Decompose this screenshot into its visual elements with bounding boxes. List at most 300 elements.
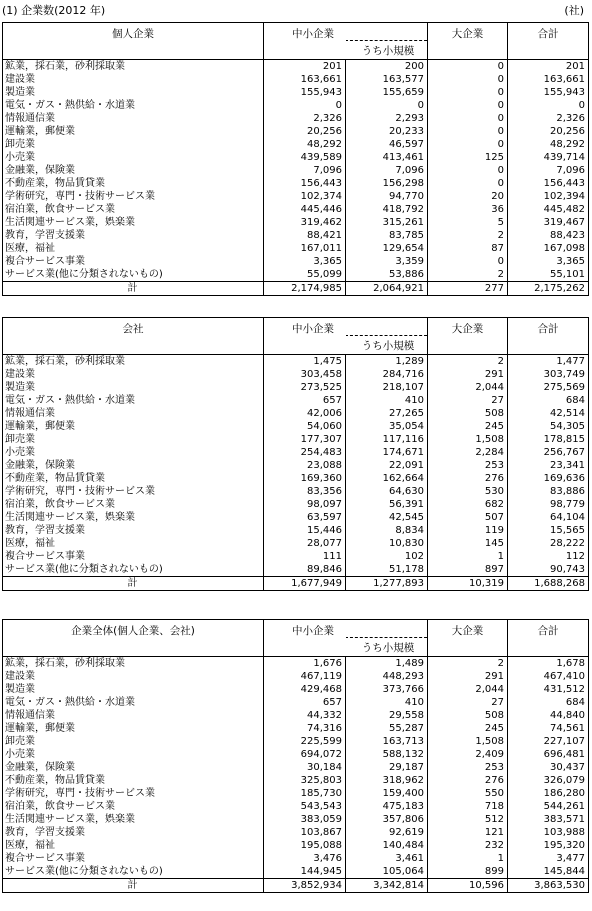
industry-name: 宿泊業，飲食サービス業 [3, 203, 264, 216]
large-count: 682 [428, 498, 508, 511]
sme-count: 195,088 [264, 839, 346, 852]
sme-count: 48,292 [264, 138, 346, 151]
industry-name: 製造業 [3, 683, 264, 696]
small-count: 163,713 [346, 735, 428, 748]
sme-count: 23,088 [264, 459, 346, 472]
sme-count: 103,867 [264, 826, 346, 839]
large-count: 276 [428, 774, 508, 787]
total-value: 10,319 [428, 577, 508, 591]
large-count: 121 [428, 826, 508, 839]
industry-name: 鉱業，採石業，砂利採取業 [3, 60, 264, 74]
small-count: 3,359 [346, 255, 428, 268]
sme-count: 319,462 [264, 216, 346, 229]
industry-name: 宿泊業，飲食サービス業 [3, 498, 264, 511]
total-count: 28,222 [508, 537, 589, 550]
small-header [346, 23, 428, 60]
small-count: 20,233 [346, 125, 428, 138]
table-row [3, 670, 589, 683]
large-count: 27 [428, 696, 508, 709]
total-label: 計 [3, 879, 264, 893]
industry-name: 金融業，保険業 [3, 761, 264, 774]
total-count: 326,079 [508, 774, 589, 787]
total-count: 256,767 [508, 446, 589, 459]
sme-count: 185,730 [264, 787, 346, 800]
sme-count: 83,356 [264, 485, 346, 498]
industry-name: 小売業 [3, 151, 264, 164]
large-count: 899 [428, 865, 508, 879]
large-count: 2 [428, 657, 508, 671]
page-header [0, 0, 592, 20]
industry-name: 金融業，保険業 [3, 164, 264, 177]
sme-header-label: 中小企業 [292, 28, 334, 40]
small-header [346, 620, 428, 657]
table-row [3, 472, 589, 485]
table-row [3, 255, 589, 268]
industry-name: 金融業，保険業 [3, 459, 264, 472]
large-count: 1,508 [428, 433, 508, 446]
total-row [3, 282, 589, 296]
total-value: 3,342,814 [346, 879, 428, 893]
large-count: 550 [428, 787, 508, 800]
small-count: 129,654 [346, 242, 428, 255]
large-count: 145 [428, 537, 508, 550]
industry-name: 複合サービス事業 [3, 255, 264, 268]
large-count: 2,284 [428, 446, 508, 459]
small-count: 1,289 [346, 355, 428, 369]
large-count: 5 [428, 216, 508, 229]
total-count: 1,477 [508, 355, 589, 369]
small-count: 218,107 [346, 381, 428, 394]
small-count: 284,716 [346, 368, 428, 381]
large-count: 0 [428, 73, 508, 86]
table-row [3, 722, 589, 735]
table-row [3, 446, 589, 459]
total-count: 42,514 [508, 407, 589, 420]
sme-count: 20,256 [264, 125, 346, 138]
sme-count: 694,072 [264, 748, 346, 761]
total-count: 156,443 [508, 177, 589, 190]
table-row [3, 407, 589, 420]
large-count: 253 [428, 761, 508, 774]
sme-count: 44,332 [264, 709, 346, 722]
industry-name: 学術研究，専門・技術サービス業 [3, 485, 264, 498]
sme-count: 657 [264, 696, 346, 709]
sme-count: 383,059 [264, 813, 346, 826]
total-count: 103,988 [508, 826, 589, 839]
total-count: 201 [508, 60, 589, 74]
small-count: 55,287 [346, 722, 428, 735]
small-scale-label: うち小規模 [361, 340, 415, 352]
category-header [3, 318, 264, 355]
page-title: (1) 企業数(2012 年) [2, 4, 106, 17]
large-count: 125 [428, 151, 508, 164]
industry-name: 不動産業，物品賃貸業 [3, 774, 264, 787]
table-row [3, 242, 589, 255]
large-count: 291 [428, 368, 508, 381]
table-row [3, 216, 589, 229]
sme-count: 2,326 [264, 112, 346, 125]
sme-count: 1,475 [264, 355, 346, 369]
table-row [3, 86, 589, 99]
large-count: 1 [428, 852, 508, 865]
small-scale-label: うち小規模 [361, 45, 415, 57]
large-count: 508 [428, 407, 508, 420]
small-count: 410 [346, 696, 428, 709]
total-count: 112 [508, 550, 589, 563]
sme-count: 225,599 [264, 735, 346, 748]
total-count: 83,886 [508, 485, 589, 498]
table-row [3, 709, 589, 722]
unit-label: (社) [564, 4, 584, 17]
table-row [3, 657, 589, 671]
table-row [3, 368, 589, 381]
industry-name: 卸売業 [3, 433, 264, 446]
table-row [3, 852, 589, 865]
small-count: 475,183 [346, 800, 428, 813]
large-header-label: 大企業 [451, 323, 484, 335]
sme-count: 15,446 [264, 524, 346, 537]
small-count: 200 [346, 60, 428, 74]
large-count: 0 [428, 164, 508, 177]
industry-name: サービス業(他に分類されないもの) [3, 865, 264, 879]
table-header-row [3, 23, 589, 60]
large-count: 245 [428, 722, 508, 735]
total-count: 44,840 [508, 709, 589, 722]
small-count: 10,830 [346, 537, 428, 550]
small-count: 163,577 [346, 73, 428, 86]
industry-name: 建設業 [3, 73, 264, 86]
industry-name: 教育，学習支援業 [3, 826, 264, 839]
total-count: 169,636 [508, 472, 589, 485]
large-count: 897 [428, 563, 508, 577]
small-count: 418,792 [346, 203, 428, 216]
small-count: 159,400 [346, 787, 428, 800]
category-header [3, 620, 264, 657]
total-count: 88,423 [508, 229, 589, 242]
table-row [3, 748, 589, 761]
industry-name: 学術研究，専門・技術サービス業 [3, 787, 264, 800]
small-count: 140,484 [346, 839, 428, 852]
small-count: 53,886 [346, 268, 428, 282]
large-count: 0 [428, 177, 508, 190]
table-row [3, 511, 589, 524]
industry-name: 医療，福祉 [3, 537, 264, 550]
sme-count: 63,597 [264, 511, 346, 524]
small-count: 0 [346, 99, 428, 112]
table-row [3, 563, 589, 577]
total-header [508, 620, 589, 657]
small-header [346, 318, 428, 355]
industry-name: 不動産業，物品賃貸業 [3, 177, 264, 190]
table-row [3, 735, 589, 748]
table-row [3, 485, 589, 498]
large-count: 2,044 [428, 683, 508, 696]
small-scale-header [346, 637, 428, 657]
sme-count: 303,458 [264, 368, 346, 381]
total-count: 227,107 [508, 735, 589, 748]
small-count: 83,785 [346, 229, 428, 242]
sme-count: 254,483 [264, 446, 346, 459]
table-row [3, 761, 589, 774]
sme-header [264, 620, 346, 657]
sme-count: 1,676 [264, 657, 346, 671]
industry-name: 情報通信業 [3, 709, 264, 722]
industry-name: サービス業(他に分類されないもの) [3, 268, 264, 282]
large-count: 2 [428, 355, 508, 369]
large-header-label: 大企業 [451, 625, 484, 637]
table-row [3, 138, 589, 151]
sme-header-label: 中小企業 [292, 323, 334, 335]
industry-name: 電気・ガス・熱供給・水道業 [3, 394, 264, 407]
industry-name: 情報通信業 [3, 112, 264, 125]
table-row [3, 268, 589, 282]
table-row [3, 229, 589, 242]
sme-count: 169,360 [264, 472, 346, 485]
table-row [3, 394, 589, 407]
table-all-enterprises [2, 619, 589, 893]
sme-count: 3,365 [264, 255, 346, 268]
total-count: 0 [508, 99, 589, 112]
industry-name: 生活関連サービス業，娯楽業 [3, 511, 264, 524]
table-row [3, 203, 589, 216]
category-header-label: 会社 [122, 323, 144, 335]
table-row [3, 177, 589, 190]
total-header [508, 318, 589, 355]
large-count: 512 [428, 813, 508, 826]
table-row [3, 459, 589, 472]
sme-count: 467,119 [264, 670, 346, 683]
table-row [3, 420, 589, 433]
industry-name: サービス業(他に分類されないもの) [3, 563, 264, 577]
large-count: 2 [428, 229, 508, 242]
sme-count: 445,446 [264, 203, 346, 216]
industry-name: 鉱業，採石業，砂利採取業 [3, 355, 264, 369]
total-value: 3,863,530 [508, 879, 589, 893]
table-row [3, 125, 589, 138]
large-count: 0 [428, 99, 508, 112]
sme-count: 54,060 [264, 420, 346, 433]
industry-name: 小売業 [3, 748, 264, 761]
total-count: 48,292 [508, 138, 589, 151]
table-row [3, 696, 589, 709]
total-value: 2,064,921 [346, 282, 428, 296]
industry-name: 不動産業，物品賃貸業 [3, 472, 264, 485]
large-count: 27 [428, 394, 508, 407]
large-count: 0 [428, 86, 508, 99]
sme-count: 657 [264, 394, 346, 407]
total-count: 3,477 [508, 852, 589, 865]
sme-count: 201 [264, 60, 346, 74]
sme-count: 429,468 [264, 683, 346, 696]
table-row [3, 813, 589, 826]
large-count: 36 [428, 203, 508, 216]
table-row [3, 99, 589, 112]
small-count: 22,091 [346, 459, 428, 472]
total-header-label: 合計 [537, 323, 559, 335]
small-count: 42,545 [346, 511, 428, 524]
sme-count: 111 [264, 550, 346, 563]
small-count: 56,391 [346, 498, 428, 511]
small-count: 357,806 [346, 813, 428, 826]
industry-name: 学術研究，専門・技術サービス業 [3, 190, 264, 203]
sme-count: 177,307 [264, 433, 346, 446]
table-row [3, 164, 589, 177]
large-count: 2 [428, 268, 508, 282]
large-header [428, 620, 508, 657]
sme-count: 163,661 [264, 73, 346, 86]
total-count: 54,305 [508, 420, 589, 433]
total-header-label: 合計 [537, 28, 559, 40]
large-count: 530 [428, 485, 508, 498]
small-count: 373,766 [346, 683, 428, 696]
large-count: 20 [428, 190, 508, 203]
total-header [508, 23, 589, 60]
sme-count: 30,184 [264, 761, 346, 774]
total-count: 102,394 [508, 190, 589, 203]
sme-header [264, 318, 346, 355]
total-count: 684 [508, 696, 589, 709]
industry-name: 鉱業，採石業，砂利採取業 [3, 657, 264, 671]
sme-count: 74,316 [264, 722, 346, 735]
large-count: 276 [428, 472, 508, 485]
small-count: 318,962 [346, 774, 428, 787]
large-count: 253 [428, 459, 508, 472]
table-row [3, 826, 589, 839]
total-value: 2,175,262 [508, 282, 589, 296]
large-count: 0 [428, 112, 508, 125]
total-count: 696,481 [508, 748, 589, 761]
category-header [3, 23, 264, 60]
total-count: 178,815 [508, 433, 589, 446]
small-count: 315,261 [346, 216, 428, 229]
total-label: 計 [3, 577, 264, 591]
total-count: 3,365 [508, 255, 589, 268]
total-count: 15,565 [508, 524, 589, 537]
industry-name: 宿泊業，飲食サービス業 [3, 800, 264, 813]
table-row [3, 60, 589, 74]
table-header-row [3, 318, 589, 355]
large-count: 0 [428, 255, 508, 268]
industry-name: 製造業 [3, 86, 264, 99]
sme-count: 88,421 [264, 229, 346, 242]
sme-count: 325,803 [264, 774, 346, 787]
total-count: 1,678 [508, 657, 589, 671]
sme-count: 55,099 [264, 268, 346, 282]
sme-header [264, 23, 346, 60]
small-count: 162,664 [346, 472, 428, 485]
industry-name: 医療，福祉 [3, 242, 264, 255]
large-header-label: 大企業 [451, 28, 484, 40]
total-count: 20,256 [508, 125, 589, 138]
small-count: 94,770 [346, 190, 428, 203]
total-count: 74,561 [508, 722, 589, 735]
table-row [3, 73, 589, 86]
small-count: 174,671 [346, 446, 428, 459]
table-row [3, 190, 589, 203]
total-row [3, 577, 589, 591]
total-count: 7,096 [508, 164, 589, 177]
small-count: 46,597 [346, 138, 428, 151]
large-count: 2,409 [428, 748, 508, 761]
industry-name: 運輸業，郵便業 [3, 722, 264, 735]
table-company [2, 317, 589, 591]
table-row [3, 787, 589, 800]
sme-count: 167,011 [264, 242, 346, 255]
small-count: 3,461 [346, 852, 428, 865]
large-count: 0 [428, 125, 508, 138]
total-value: 1,688,268 [508, 577, 589, 591]
total-count: 155,943 [508, 86, 589, 99]
sme-count: 98,097 [264, 498, 346, 511]
large-count: 507 [428, 511, 508, 524]
total-count: 2,326 [508, 112, 589, 125]
small-count: 448,293 [346, 670, 428, 683]
small-scale-header [346, 335, 428, 355]
table-row [3, 498, 589, 511]
industry-name: 教育，学習支援業 [3, 524, 264, 537]
total-count: 319,467 [508, 216, 589, 229]
large-count: 718 [428, 800, 508, 813]
small-count: 155,659 [346, 86, 428, 99]
sme-count: 89,846 [264, 563, 346, 577]
small-count: 102 [346, 550, 428, 563]
large-count: 1 [428, 550, 508, 563]
table-individual [2, 22, 589, 296]
sme-count: 439,589 [264, 151, 346, 164]
total-count: 64,104 [508, 511, 589, 524]
table-row [3, 550, 589, 563]
industry-name: 教育，学習支援業 [3, 229, 264, 242]
total-count: 55,101 [508, 268, 589, 282]
total-count: 90,743 [508, 563, 589, 577]
table-row [3, 381, 589, 394]
small-scale-header [346, 40, 428, 60]
total-count: 163,661 [508, 73, 589, 86]
industry-name: 電気・ガス・熱供給・水道業 [3, 696, 264, 709]
total-row [3, 879, 589, 893]
sme-count: 155,943 [264, 86, 346, 99]
industry-name: 複合サービス事業 [3, 550, 264, 563]
category-header-label: 個人企業 [112, 28, 154, 40]
large-count: 0 [428, 60, 508, 74]
table-row [3, 433, 589, 446]
small-count: 92,619 [346, 826, 428, 839]
sme-count: 42,006 [264, 407, 346, 420]
sme-count: 3,476 [264, 852, 346, 865]
table-row [3, 839, 589, 852]
industry-name: 建設業 [3, 670, 264, 683]
large-count: 87 [428, 242, 508, 255]
industry-name: 小売業 [3, 446, 264, 459]
table-row [3, 151, 589, 164]
large-count: 119 [428, 524, 508, 537]
industry-name: 製造業 [3, 381, 264, 394]
small-count: 1,489 [346, 657, 428, 671]
sme-count: 543,543 [264, 800, 346, 813]
total-count: 439,714 [508, 151, 589, 164]
total-value: 1,677,949 [264, 577, 346, 591]
total-count: 275,569 [508, 381, 589, 394]
total-count: 195,320 [508, 839, 589, 852]
small-count: 7,096 [346, 164, 428, 177]
industry-name: 電気・ガス・熱供給・水道業 [3, 99, 264, 112]
large-header [428, 23, 508, 60]
small-count: 413,461 [346, 151, 428, 164]
sme-count: 273,525 [264, 381, 346, 394]
large-count: 508 [428, 709, 508, 722]
small-count: 105,064 [346, 865, 428, 879]
total-count: 167,098 [508, 242, 589, 255]
